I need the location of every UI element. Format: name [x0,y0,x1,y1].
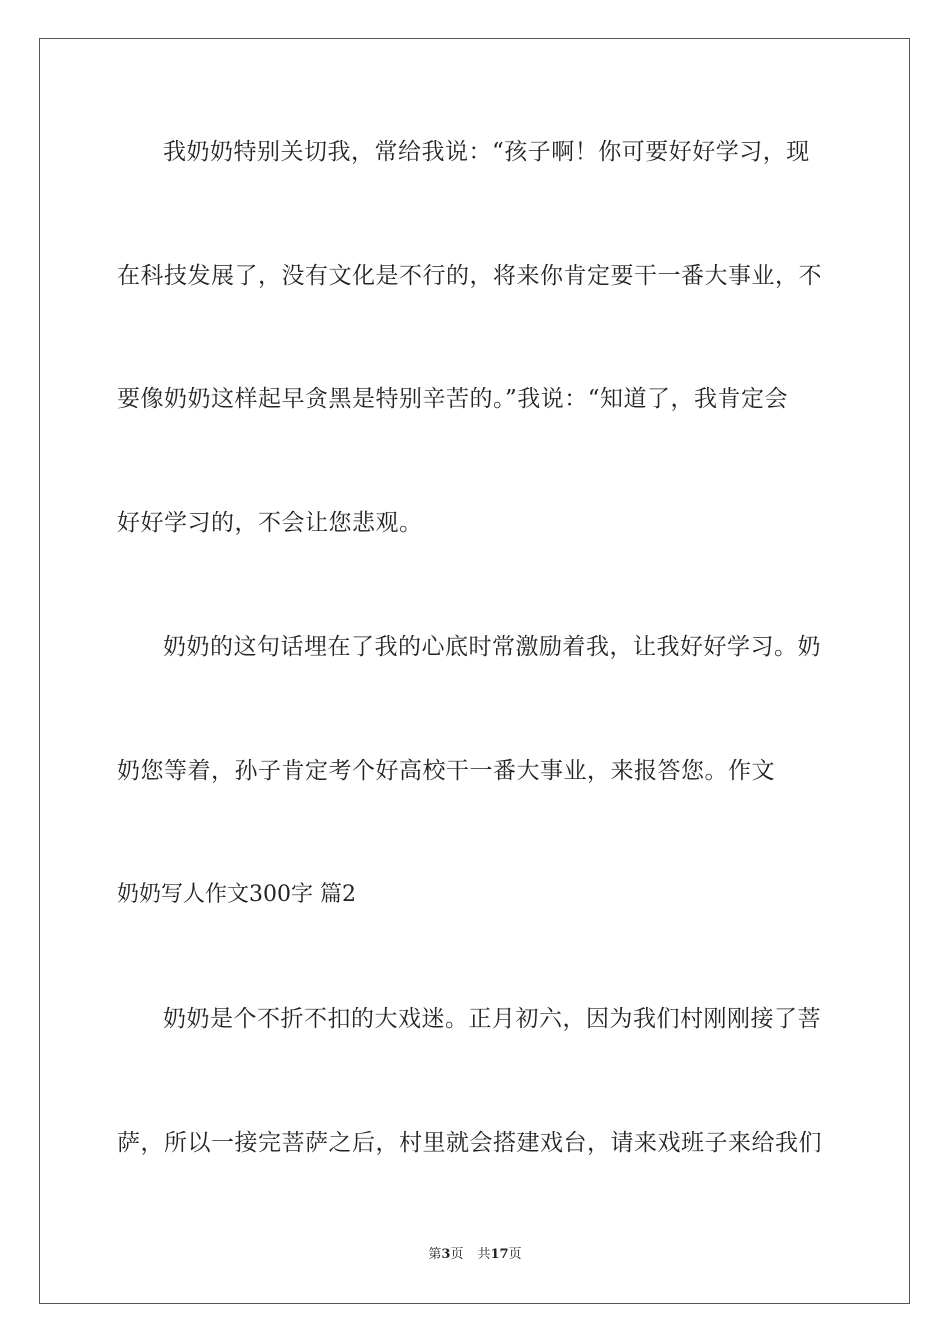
paragraph-1-line-4: 好好学习的，不会让您悲观。 [117,510,423,536]
page-footer [0,1246,950,1264]
page-number: 3 [441,1247,451,1262]
paragraph-1-line-3: 要像奶奶这样起早贪黑是特别辛苦的。”我说：“知道了，我肯定会 [117,386,789,412]
paragraph-2-line-1: 奶奶的这句话埋在了我的心底时常激励着我，让我好好学习。奶 [163,634,821,660]
page-prefix: 第 [428,1247,442,1262]
total-pages: 17 [490,1247,509,1262]
section-heading: 奶奶写人作文300字 篇2 [117,882,356,907]
paragraph-3-line-1: 奶奶是个不折不扣的大戏迷。正月初六，因为我们村刚刚接了菩 [163,1006,821,1032]
page-border [39,38,910,1304]
paragraph-3-line-2: 萨，所以一接完菩萨之后，村里就会搭建戏台，请来戏班子来给我们 [117,1130,822,1156]
paragraph-1-line-2: 在科技发展了，没有文化是不行的，将来你肯定要干一番大事业，不 [117,263,822,289]
paragraph-2-line-2: 奶您等着，孙子肯定考个好高校干一番大事业，来报答您。作文 [117,758,775,784]
page-suffix: 页 [450,1247,464,1262]
paragraph-1-line-1: 我奶奶特别关切我，常给我说：“孩子啊！你可要好好学习，现 [163,139,810,165]
total-suffix: 页 [508,1247,522,1262]
total-prefix: 共 [477,1247,491,1262]
